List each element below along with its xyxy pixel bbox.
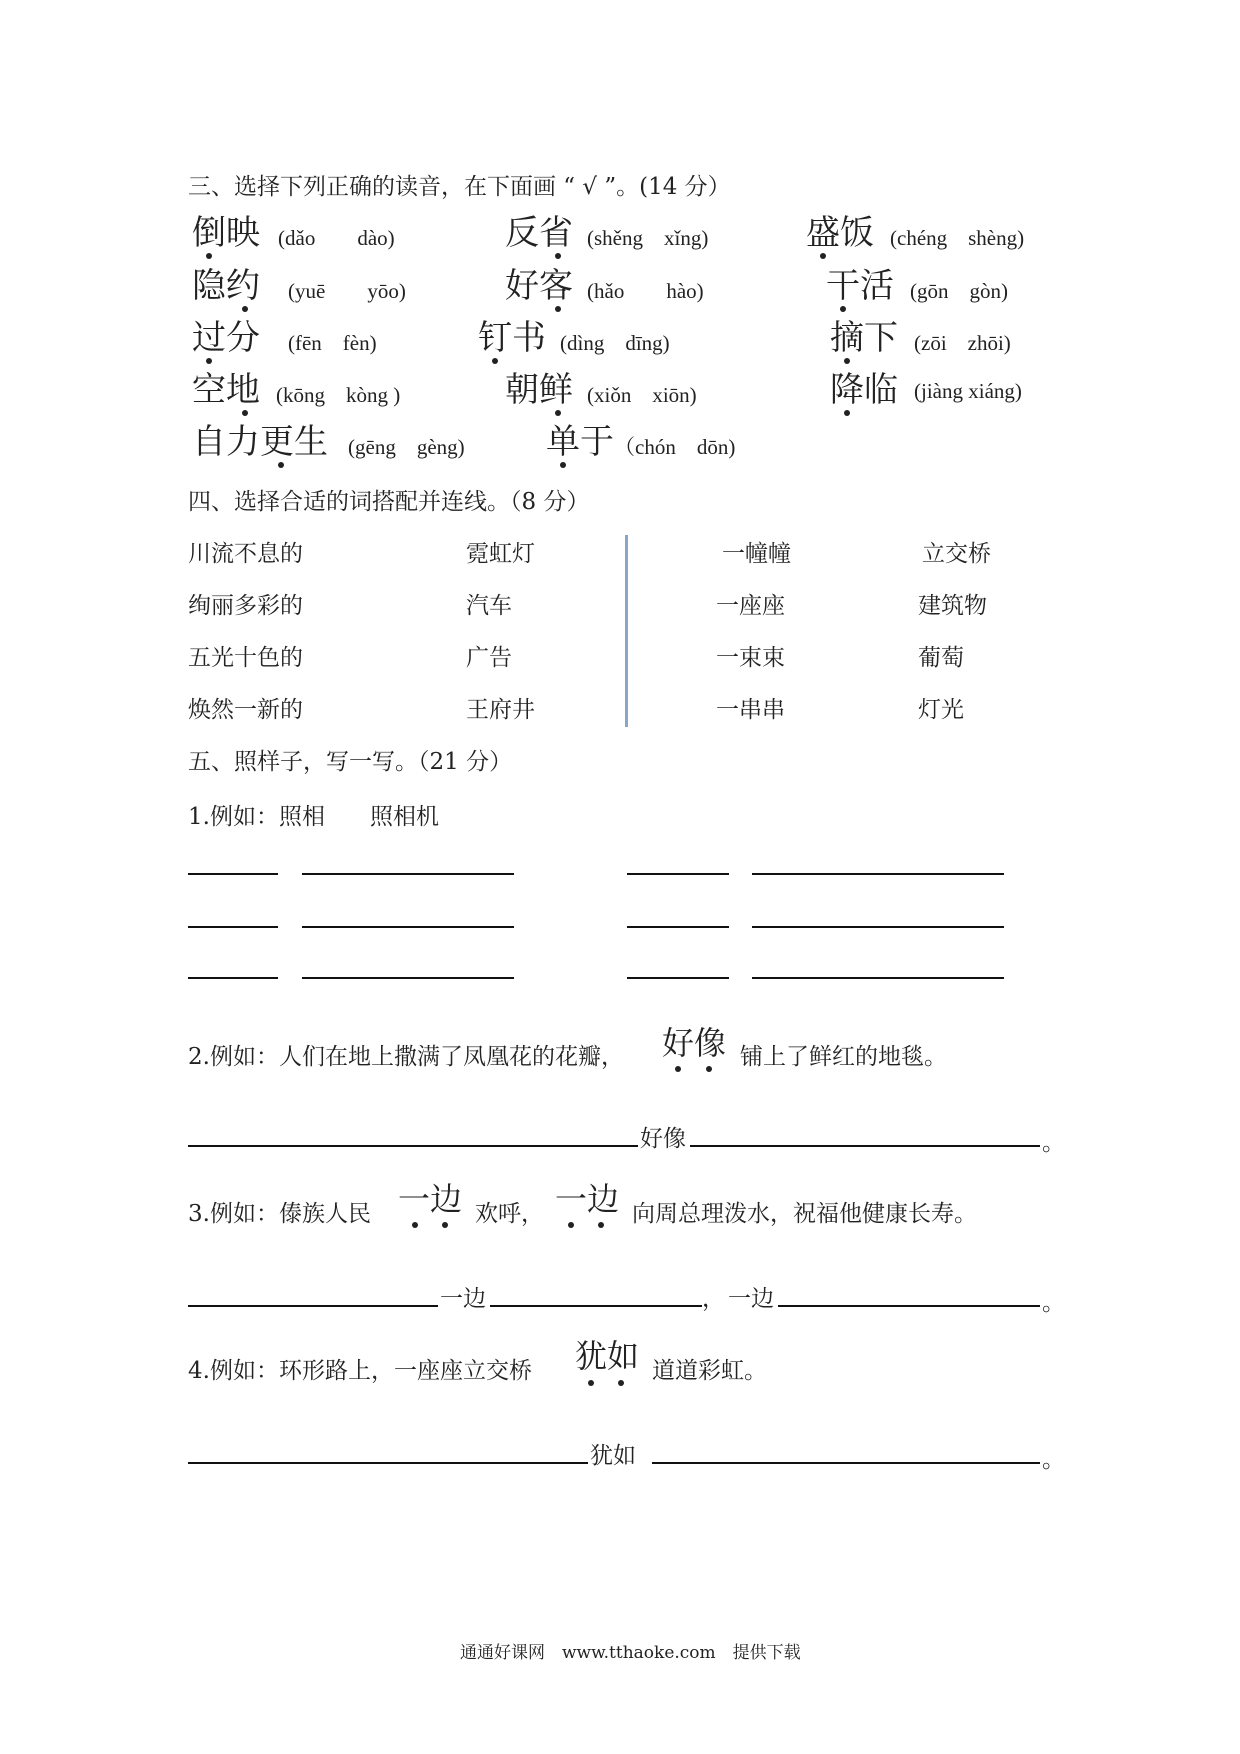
ex4-dot-2 — [618, 1380, 624, 1386]
match-right2-1: 立交桥 — [922, 541, 991, 567]
pron-word-3: 盛饭 — [806, 213, 874, 253]
pron-pinyin-9: (zōi zhōi) — [914, 331, 1011, 355]
column-divider — [625, 535, 628, 727]
ex4-before: 4.例如：环形路上，一座座立交桥 — [188, 1358, 532, 1384]
ex3-comma: ， — [702, 1286, 725, 1312]
ex3-dot-2 — [442, 1222, 448, 1228]
pron-word-14: 单于 — [546, 422, 614, 462]
pron-pinyin-1: (dǎo dào) — [278, 226, 395, 250]
blank-1c[interactable] — [627, 873, 729, 875]
blank-2c[interactable] — [627, 926, 729, 928]
match-right2-2: 建筑物 — [918, 593, 987, 619]
blank-3a[interactable] — [188, 977, 278, 979]
match-left2-4: 王府井 — [466, 697, 535, 723]
ex3-dot-3 — [568, 1222, 574, 1228]
match-left-4: 焕然一新的 — [188, 697, 303, 723]
section3-title: 三、选择下列正确的读音，在下面画 “ √ ”。(14 分） — [188, 174, 731, 200]
section5-title: 五、照样子，写一写。（21 分） — [188, 749, 513, 775]
ex3-key-2: 一边 — [555, 1180, 620, 1218]
match-left-2: 绚丽多彩的 — [188, 593, 303, 619]
pron-word-11: 朝鲜 — [505, 370, 573, 410]
pron-word-1: 倒映 — [192, 213, 260, 253]
pron-word-7: 过分 — [192, 318, 260, 358]
ex4-end: 。 — [1042, 1447, 1065, 1473]
blank-1d[interactable] — [752, 873, 1004, 875]
ex2-end: 。 — [1042, 1130, 1065, 1156]
pron-pinyin-11: (xiǒn xiōn) — [587, 383, 697, 407]
ex3-dot-1 — [412, 1222, 418, 1228]
pron-word-12: 降临 — [830, 370, 898, 410]
pron-pinyin-6: (gōn gòn) — [910, 279, 1008, 303]
pron-pinyin-2: (shěng xǐng) — [587, 226, 709, 250]
pron-word-8: 钉书 — [478, 318, 546, 358]
pron-word-13: 自力更生 — [192, 422, 328, 462]
pron-dot-8 — [492, 358, 498, 364]
ex3-dot-4 — [598, 1222, 604, 1228]
ex2-blank-2[interactable] — [690, 1145, 1040, 1147]
blank-2d[interactable] — [752, 926, 1004, 928]
ex2-dot-1 — [675, 1066, 681, 1072]
pron-dot-5 — [555, 306, 561, 312]
pron-word-9: 摘下 — [830, 318, 898, 358]
ex3-blank-3[interactable] — [778, 1305, 1040, 1307]
ex2-after: 铺上了鲜红的地毯。 — [740, 1044, 947, 1070]
match-left-3: 五光十色的 — [188, 645, 303, 671]
ex3-end: 。 — [1042, 1290, 1065, 1316]
pron-word-2: 反省 — [505, 213, 573, 253]
match-left2-2: 汽车 — [466, 593, 512, 619]
pron-pinyin-4: (yuē yōo) — [288, 279, 406, 303]
ex3-middle: 欢呼， — [475, 1201, 544, 1227]
ex1-label: 1.例如：照相 — [188, 804, 325, 830]
ex2-blank-1[interactable] — [188, 1145, 638, 1147]
ex3-key-1: 一边 — [398, 1180, 463, 1218]
pron-pinyin-13: (gēng gèng) — [348, 435, 465, 459]
pron-pinyin-5: (hǎo hào) — [587, 279, 704, 303]
pron-dot-13 — [278, 462, 284, 468]
match-right2-4: 灯光 — [918, 697, 964, 723]
pron-word-5: 好客 — [505, 266, 573, 306]
ex3-before: 3.例如：傣族人民 — [188, 1201, 371, 1227]
blank-1a[interactable] — [188, 873, 278, 875]
pron-word-6: 干活 — [826, 266, 894, 306]
blank-3b[interactable] — [302, 977, 514, 979]
blank-2b[interactable] — [302, 926, 514, 928]
pron-pinyin-10: (kōng kòng ) — [276, 383, 401, 407]
ex2-fill-key: 好像 — [640, 1126, 686, 1152]
ex3-blank-2[interactable] — [490, 1305, 702, 1307]
match-right-1: 一幢幢 — [722, 541, 791, 567]
ex4-blank-2[interactable] — [652, 1462, 1040, 1464]
ex4-after: 道道彩虹。 — [652, 1358, 767, 1384]
ex3-fill-key-1: 一边 — [440, 1286, 486, 1312]
pron-pinyin-14: （chón dōn) — [614, 435, 736, 459]
pron-word-4: 隐约 — [192, 266, 260, 306]
match-left2-3: 广告 — [466, 645, 512, 671]
ex2-dot-2 — [706, 1066, 712, 1072]
ex4-dot-1 — [588, 1380, 594, 1386]
section4-title: 四、选择合适的词搭配并连线。（8 分） — [188, 489, 590, 515]
ex1-answer: 照相机 — [370, 804, 439, 830]
blank-3d[interactable] — [752, 977, 1004, 979]
ex4-key: 犹如 — [575, 1337, 640, 1375]
blank-3c[interactable] — [627, 977, 729, 979]
ex2-key: 好像 — [662, 1024, 727, 1062]
match-right-2: 一座座 — [716, 593, 785, 619]
ex4-blank-1[interactable] — [188, 1462, 588, 1464]
blank-2a[interactable] — [188, 926, 278, 928]
match-left-1: 川流不息的 — [188, 541, 303, 567]
match-right-4: 一串串 — [716, 697, 785, 723]
pron-dot-12 — [844, 410, 850, 416]
match-right-3: 一束束 — [716, 645, 785, 671]
ex4-fill-key: 犹如 — [590, 1443, 636, 1469]
match-right2-3: 葡萄 — [918, 645, 964, 671]
pron-pinyin-12: (jiàng xiáng) — [914, 379, 1022, 403]
ex3-blank-1[interactable] — [188, 1305, 438, 1307]
blank-1b[interactable] — [302, 873, 514, 875]
footer-text: 通通好课网 www.tthaoke.com 提供下载 — [460, 1643, 801, 1663]
pron-pinyin-3: (chéng shèng) — [890, 226, 1025, 250]
match-left2-1: 霓虹灯 — [466, 541, 535, 567]
pron-pinyin-7: (fēn fèn) — [288, 331, 377, 355]
ex3-after: 向周总理泼水，祝福他健康长寿。 — [632, 1201, 977, 1227]
pron-dot-14 — [560, 462, 566, 468]
ex2-before: 2.例如：人们在地上撒满了凤凰花的花瓣， — [188, 1044, 624, 1070]
ex3-fill-key-2: 一边 — [728, 1286, 774, 1312]
pron-word-10: 空地 — [192, 370, 260, 410]
pron-pinyin-8: (dìng dīng) — [560, 331, 670, 355]
